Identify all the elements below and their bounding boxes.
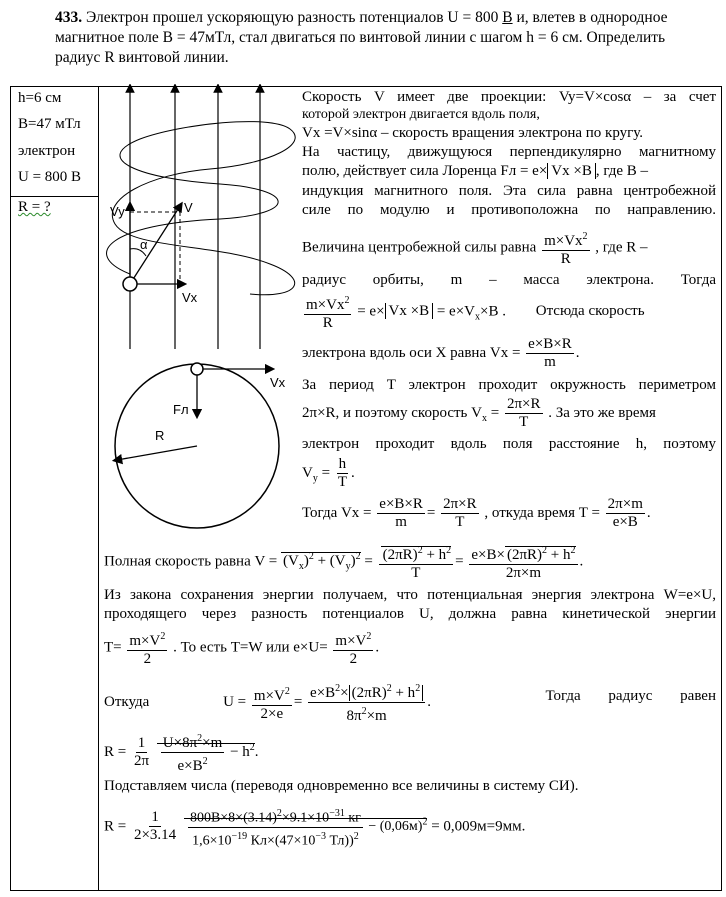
table-left-border — [10, 86, 11, 890]
field-lines — [130, 88, 260, 349]
problem-number: 433. — [55, 9, 83, 26]
electron-dot — [123, 277, 137, 291]
sol-line-16: Тогда Vx = $\frac{e\times B\times R}{m}$ = $\frac{2\pi\times R}{T}$ , откуда время T = $\frac{2\pi\times m}{e\times B}$ . — [302, 496, 651, 530]
v-label: V — [184, 200, 193, 215]
fl-label: Fл — [173, 402, 189, 417]
sol-line-1: Скорость V имеет две проекции: Vy=V×cosα – за счет — [302, 89, 716, 105]
sol-line-23: Подставляем числа (переводя одновременно все величины в систему СИ). — [104, 778, 579, 794]
vy-label: Vy — [110, 204, 125, 219]
radius-arrow — [117, 446, 197, 460]
sol-line-21: Откуда U = $\frac{m\times V^2}{2\times e}$ = $\frac{e\times B^2\times (2\pi R)^2 + h^2}{8\pi^2\times m}$ . Тогда радиус равен — [104, 680, 716, 725]
sol-line-11: электрона вдоль оси X равна Vx = $\frac{e\times B\times R}{m}$ . — [302, 336, 580, 370]
sol-line-15: $V_y$ = $\frac{h}{T}$ . — [302, 456, 355, 490]
sol-line-9: радиус орбиты, m – масса электрона. Тогда — [302, 272, 716, 288]
sol-line-6: индукция магнитного поля. Эта сила равна центробежной — [302, 183, 716, 199]
given-find-divider — [10, 196, 98, 197]
sol-line-2: которой электрон двигается вдоль поля, — [302, 107, 540, 122]
problem-line-1: 433. Электрон прошел ускоряющую разность потенциалов U = 800 В и, влетев в однородное — [55, 9, 668, 26]
table-divider — [98, 86, 99, 890]
sol-line-7: силе по модулю и противоположна по направлению. — [302, 202, 716, 218]
find-r: R = ? — [18, 199, 51, 215]
sol-line-13: 2π×R, и поэтому скорость $V_x$ = $\frac{2\pi\times R}{T}$ . За это же время — [302, 396, 656, 430]
sol-line-17: Полная скорость равна $V = (V_x)^2 + (V_y)^2$ = $\frac{(2\pi R)^2 + h^2}{T}$ = $\frac{e\times B\times (2\pi R)^2 + h^2}{2\pi\times m}$ . — [104, 542, 583, 582]
sol-line-18: Из закона сохранения энергии получаем, что потенциальная энергия электрона W=e×U, — [104, 587, 716, 603]
problem-line-2: магнитное поле B = 47мТл, стал двигаться по винтовой линии с шагом h = 6 см. Определить — [55, 29, 666, 46]
helix-figure — [100, 84, 300, 544]
problem-line-3: радиус R винтовой линии. — [55, 49, 229, 66]
r-label: R — [155, 428, 165, 443]
sol-line-12: За период T электрон проходит окружность периметром — [302, 377, 716, 393]
problem-statement — [55, 8, 710, 68]
orbit-electron-dot — [191, 363, 203, 375]
vx-label: Vx — [182, 290, 198, 305]
sol-line-24: R = $\frac{1}{2\times 3.14}$ $\frac{800В\times 8\times(3.14)^2\times 9.1\times 10^{-31} кг}{1,6\times 10^{-19} Кл\times(47\times 10^{-3} Тл))^2}$ − $(0,06м)^2 = 0,009м=9мм$. — [104, 805, 525, 849]
sol-line-22: R = $\frac{1}{2\pi}$ $\frac{U\times 8\pi^2\times m}{e\times B^2}$ − $h^2$. — [104, 730, 259, 775]
given-h: h=6 см — [18, 90, 62, 106]
sol-line-5: полю, действует сила Лоренца Fл = e× Vx ×B , где B – — [302, 163, 649, 179]
sol-line-20: T= $\frac{m\times V^2}{2}$ . То есть T=W или e×U= $\frac{m\times V^2}{2}$ . — [104, 628, 379, 668]
alpha-label: α — [140, 237, 148, 252]
sol-line-4: На частицу, движущуюся перпендикулярно магнитному — [302, 144, 716, 160]
sol-line-14: электрон проходит вдоль поля расстояние h, поэтому — [302, 436, 716, 452]
table-bottom-border — [10, 890, 722, 891]
given-particle: электрон — [18, 143, 76, 159]
sol-line-10: $\frac{m\times Vx^2}{R}$ = $e\times Vx \times B = e\times V_x\times B$ . Отсюда скорость — [302, 292, 645, 332]
helix-coils — [107, 122, 296, 295]
given-b: B=47 мТл — [18, 116, 81, 132]
sol-line-3: Vx =V×sinα – скорость вращения электрона по кругу. — [302, 125, 644, 141]
table-right-border — [721, 86, 722, 890]
sol-line-19: проходящего через разность потенциалов U, должна равна кинетической энергии — [104, 606, 716, 622]
vx2-label: Vx — [270, 375, 286, 390]
sol-line-8: Величина центробежной силы равна $\frac{m\times Vx^2}{R}$ , где R – — [302, 228, 648, 268]
given-u: U = 800 В — [18, 169, 82, 185]
